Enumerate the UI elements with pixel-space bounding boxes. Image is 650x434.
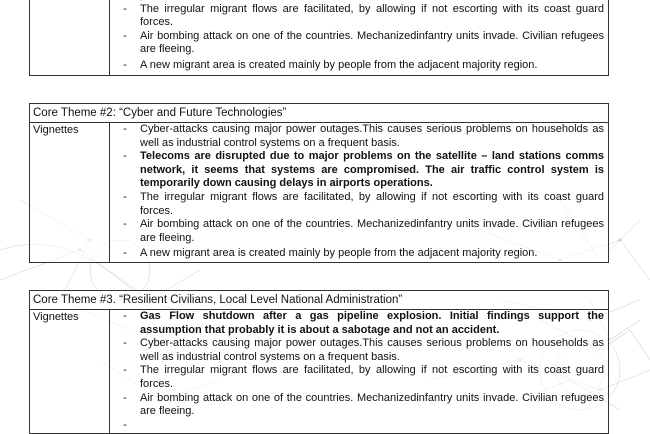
bullet-dash: - bbox=[123, 190, 127, 203]
list-item bbox=[110, 337, 604, 364]
bullet-dash: - bbox=[123, 150, 127, 163]
list-item bbox=[110, 123, 604, 150]
vignette-text: A new migrant area is created mainly by people from the adjacent majority region. bbox=[140, 247, 538, 260]
core-theme-title: Core Theme #2: “Cyber and Future Technologies” bbox=[30, 104, 608, 123]
vignette-text: A new migrant area is created mainly by people from the adjacent majority region. bbox=[140, 58, 538, 71]
vignette-text bbox=[140, 419, 604, 433]
core-theme-1-table bbox=[29, 0, 609, 76]
bullet-dash: - bbox=[123, 310, 127, 322]
vignette-text: Gas Flow shutdown after a gas pipeline explosion. Initial findings support the assumption that probably it is about a sabotage and not an accident. bbox=[140, 310, 604, 336]
vignette-text: Air bombing attack on one of the countries. Mechanizedinfantry units invade. Civilian refugees are fleeing. bbox=[140, 29, 604, 56]
vignette-text: Air bombing attack on one of the countries. Mechanizedinfantry units invade. Civilian refugees are fleeing. bbox=[140, 218, 604, 244]
bullet-dash: - bbox=[123, 391, 127, 404]
core-theme-title: Core Theme #3. “Resilient Civilians, Local Level National Administration” bbox=[30, 291, 608, 310]
bullet-dash: - bbox=[123, 123, 127, 135]
bullet-dash: - bbox=[123, 58, 127, 71]
bullet-dash: - bbox=[123, 418, 127, 431]
bullet-dash: - bbox=[123, 337, 127, 350]
list-item bbox=[110, 247, 604, 261]
bullet-dash: - bbox=[123, 218, 127, 231]
list-item bbox=[110, 59, 604, 73]
list-item bbox=[110, 150, 604, 191]
vignette-text: Air bombing attack on one of the countries. Mechanizedinfantry units invade. Civilian refugees are fleeing. bbox=[140, 391, 604, 418]
list-item bbox=[110, 364, 604, 391]
list-item bbox=[110, 30, 604, 57]
list-item bbox=[110, 3, 604, 30]
vignette-text: The irregular migrant flows are facilitated, by allowing if not escorting with its coast guard forces. bbox=[140, 364, 604, 390]
list-item bbox=[110, 419, 604, 433]
vignette-text: The irregular migrant flows are facilitated, by allowing if not escorting with its coast guard forces. bbox=[140, 190, 604, 217]
vignette-text: Telecoms are disrupted due to major problems on the satellite – land stations comms network, it seems that systems are compromised. The air traffic control system is temporarily down causing delays in airports operations. bbox=[140, 150, 604, 190]
vignette-text: Cyber-attacks causing major power outages.This causes serious problems on households as well as industrial control systems on a frequent basis. bbox=[140, 337, 604, 363]
vignettes-label bbox=[30, 0, 110, 75]
list-item bbox=[110, 310, 604, 337]
vignette-text: The irregular migrant flows are facilitated, by allowing if not escorting with its coast guard forces. bbox=[140, 2, 604, 29]
list-item bbox=[110, 191, 604, 218]
vignette-text: Cyber-attacks causing major power outages.This causes serious problems on households as well as industrial control systems on a frequent basis. bbox=[140, 123, 604, 149]
vignette-list bbox=[110, 0, 608, 75]
bullet-dash: - bbox=[123, 247, 127, 260]
core-theme-2-table bbox=[29, 103, 609, 263]
core-theme-3-table bbox=[29, 290, 609, 434]
bullet-dash: - bbox=[123, 2, 127, 15]
vignette-list bbox=[110, 310, 608, 433]
list-item bbox=[110, 218, 604, 245]
bullet-dash: - bbox=[123, 29, 127, 42]
vignettes-label: Vignettes bbox=[30, 310, 110, 433]
bullet-dash: - bbox=[123, 364, 127, 377]
vignette-list bbox=[110, 123, 608, 262]
vignettes-label: Vignettes bbox=[30, 123, 110, 262]
list-item bbox=[110, 392, 604, 419]
